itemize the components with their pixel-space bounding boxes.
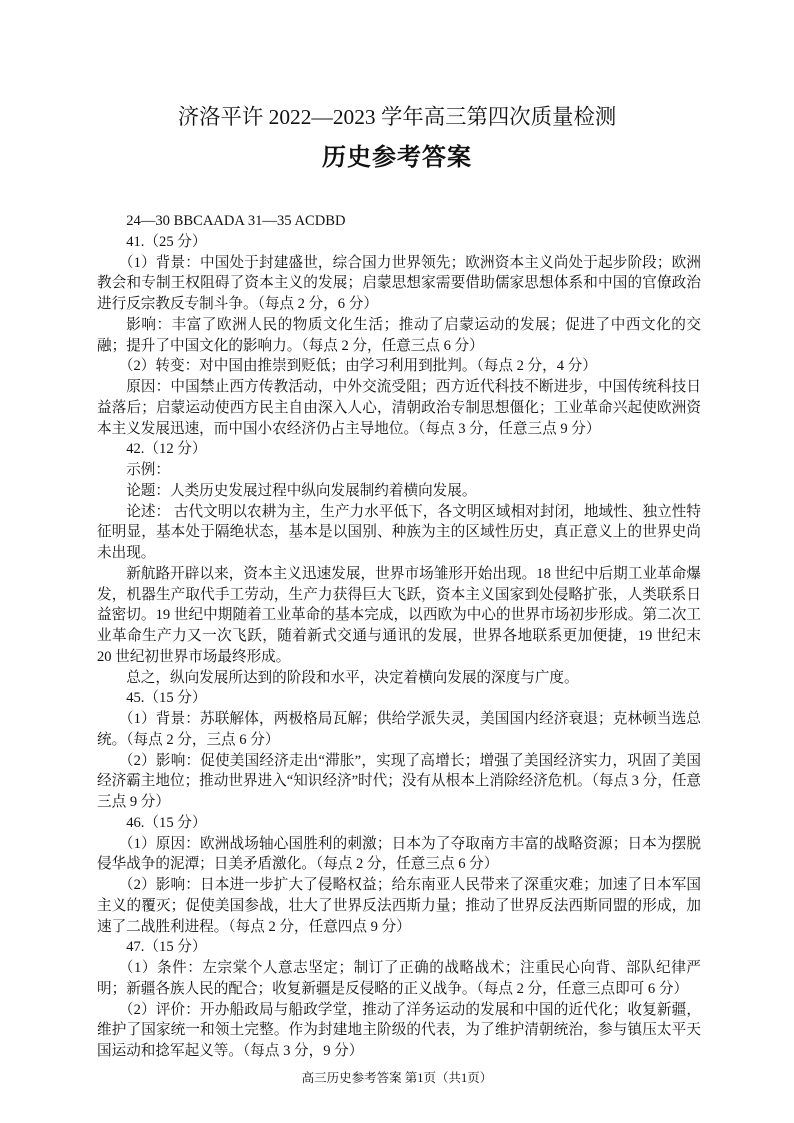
- document-subtitle: 历史参考答案: [322, 145, 472, 171]
- answer-paragraph: 新航路开辟以来，资本主义迅速发展，世界市场雏形开始出现。18 世纪中后期工业革命爆发，机器生产取代手工劳动，生产力获得巨大飞跃，资本主义国家到处侵略扩张，人类联系日益密切。19 世纪中期随着工业革命的基本完成，以西欧为中心的世界市场初步形成。第二次工业革命生产力又一次飞跃，随着新式交通与通讯的发展，世界各地联系更加便捷，19 世纪末 20 世纪初世界市场最终形成。: [97, 565, 701, 665]
- document-title: 济洛平许 2022—2023 学年高三第四次质量检测: [177, 105, 617, 129]
- answer-paragraph: 42.（12 分）: [126, 441, 207, 458]
- page-footer: 高三历史参考答案 第1页（共1页）: [301, 1070, 493, 1085]
- answer-paragraph: 47.（15 分）: [126, 939, 207, 956]
- answer-paragraph: （2）影响：日本进一步扩大了侵略权益；给东南亚人民带来了深重灾难；加速了日本军国主义的覆灭；促使美国参战，壮大了世界反法西斯力量；推动了世界反法西斯同盟的形成，加速了二战胜利进程。（每点 2 分，任意四点 9 分）: [97, 877, 701, 935]
- answer-paragraph: 论题：人类历史发展过程中纵向发展制约着横向发展。: [126, 482, 477, 499]
- answer-paragraph: 45.（15 分）: [126, 690, 207, 707]
- answer-paragraph: （2）影响：促使美国经济走出“滞胀”，实现了高增长；增强了美国经济实力，巩固了美国经济霸主地位；推动世界进入“知识经济”时代；没有从根本上消除经济危机。（每点 3 分，任意三点 9 分）: [97, 752, 702, 810]
- answer-paragraph: 示例：: [126, 462, 170, 478]
- answer-paragraph: 24—30 BBCAADA 31—35 ACDBD: [126, 213, 346, 229]
- answer-paragraph: （1）条件：左宗棠个人意志坚定；制订了正确的战略战术；注重民心向背、部队纪律严明；新疆各族人民的配合；收复新疆是反侵略的正义战争。（每点 2 分，任意三点即可 6 分）: [97, 960, 701, 997]
- answer-paragraph: （1）背景：苏联解体，两极格局瓦解；供给学派失灵，美国国内经济衰退；克林顿当选总统。（每点 2 分，三点 6 分）: [97, 711, 701, 748]
- answer-paragraph: 影响：丰富了欧洲人民的物质文化生活；推动了启蒙运动的发展；促进了中西文化的交融；提升了中国文化的影响力。（每点 2 分，任意三点 6 分）: [97, 316, 701, 354]
- answer-paragraph: （1）原因：欧洲战场轴心国胜利的刺激；日本为了夺取南方丰富的战略资源；日本为摆脱侵华战争的泥潭；日美矛盾激化。（每点 2 分，任意三点 6 分）: [97, 835, 701, 873]
- answer-paragraph: （2）转变：对中国由推崇到贬低；由学习利用到批判。（每点 2 分，4 分）: [118, 358, 597, 375]
- answer-paragraph: 46.（15 分）: [126, 814, 207, 831]
- answer-paragraph: 原因：中国禁止西方传教活动，中外交流受阻；西方近代科技不断进步，中国传统科技日益落后；启蒙运动使西方民主自由深入人心，清朝政治专制思想僵化；工业革命兴起使欧洲资本主义发展迅速，而中国小农经济仍占主导地位。（每点 3 分，任意三点 9 分）: [97, 379, 701, 437]
- answer-paragraph: 论述： 古代文明以农耕为主，生产力水平低下，各文明区域相对封闭，地域性、独立性特征明显，基本处于隔绝状态，基本是以国别、种族为主的区域性历史，真正意义上的世界史尚未出现。: [97, 503, 701, 561]
- answer-paragraph: （1）背景：中国处于封建盛世，综合国力世界领先；欧洲资本主义尚处于起步阶段；欧洲教会和专制王权阻碍了资本主义的发展；启蒙思想家需要借助儒家思想体系和中国的官僚政治进行反宗教反专制斗争。（每点 2 分，6 分）: [97, 254, 701, 312]
- answer-paragraph: 41.（25 分）: [126, 233, 207, 250]
- answer-paragraph: 总之，纵向发展所达到的阶段和水平，决定着横向发展的深度与广度。: [126, 669, 579, 686]
- answer-paragraph: （2）评价：开办船政局与船政学堂，推动了洋务运动的发展和中国的近代化；收复新疆，维护了国家统一和领土完整。作为封建地主阶级的代表，为了维护清朝统治，参与镇压太平天国运动和捻军起义等。（每点 3 分，9 分）: [97, 1001, 701, 1059]
- answer-body: [97, 211, 701, 1062]
